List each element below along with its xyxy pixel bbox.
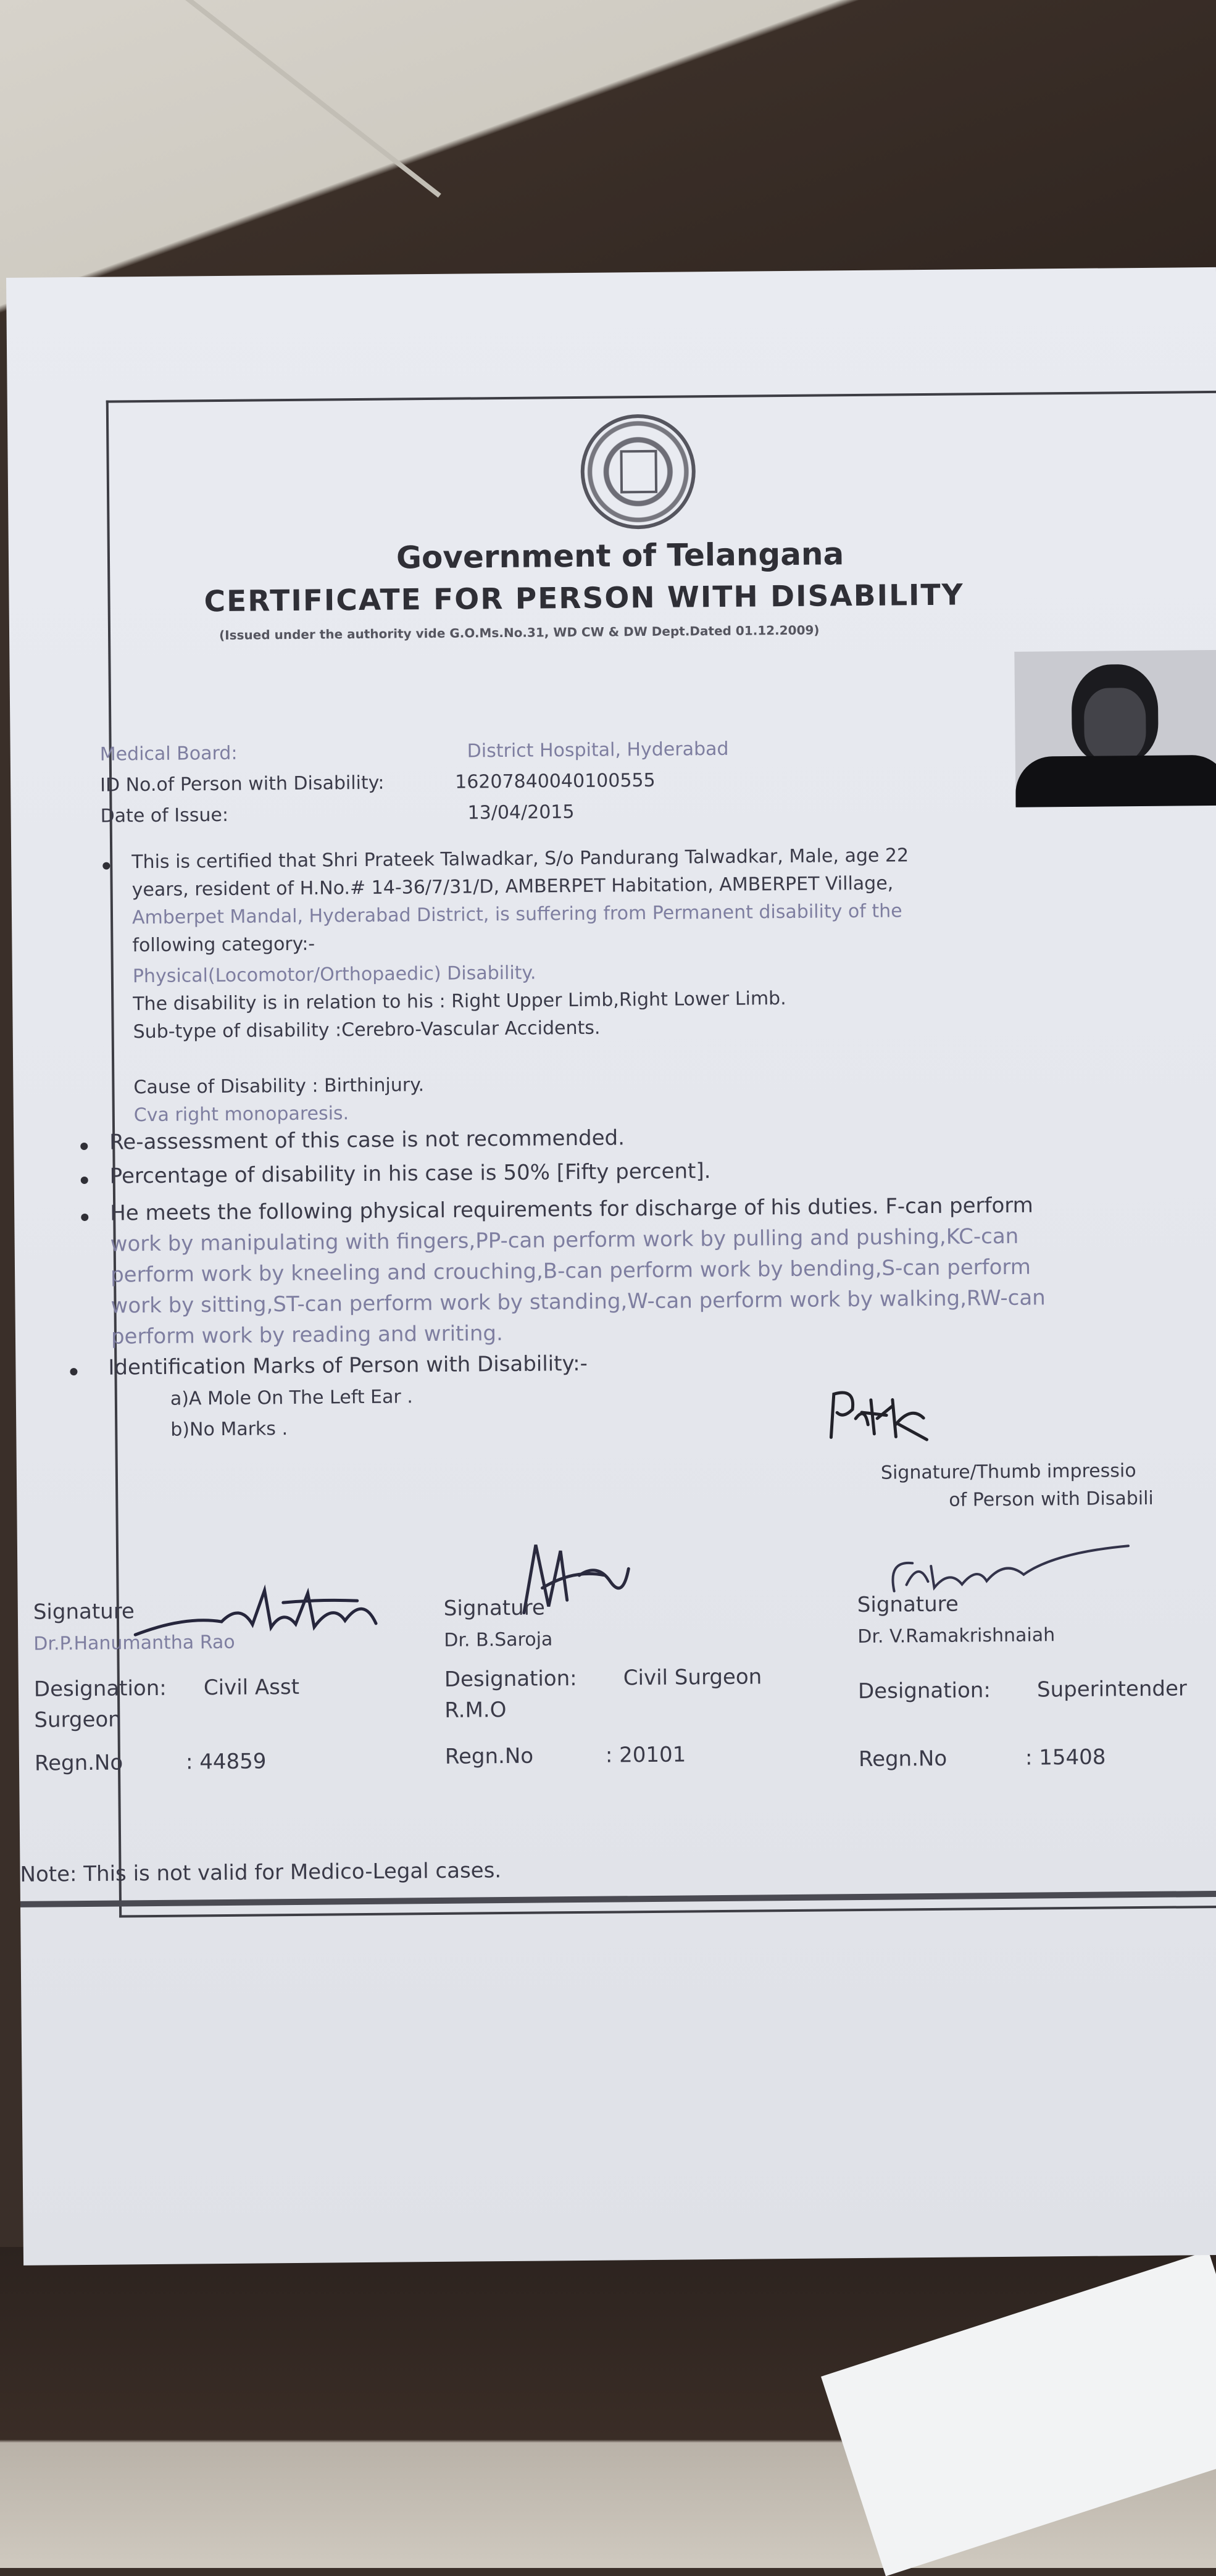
certification-line-2: years, resident of H.No.# 14-36/7/31/D, AMBERPET Habitation, AMBERPET Village, [131,872,894,901]
date-value: 13/04/2015 [467,801,575,824]
signatory-1-name: Dr.P.Hanumantha Rao [33,1631,235,1655]
signatory-3-regn: : 15408 [1025,1744,1106,1770]
identification-mark-a: a)A Mole On The Left Ear . [170,1386,413,1410]
certification-line-4: following category:- [132,933,315,957]
photo-shoulders [1015,755,1216,807]
bullet [81,1177,88,1184]
signatory-3-designation: Superintender [1036,1676,1188,1703]
signatory-2-name: Dr. B.Saroja [444,1628,553,1651]
government-emblem-icon [580,414,696,530]
requirements-line-4: work by sitting,ST-can perform work by standing,W-can perform work by walking,RW-can [110,1285,1046,1319]
signatory-2-regn-label: Regn.No [444,1743,534,1769]
requirements-line-3: perform work by kneeling and crouching,B-can perform work by bending,S-can perform [110,1254,1031,1288]
signatory-1-designation-2: Surgeon [34,1707,122,1733]
disability-category: Physical(Locomotor/Orthopaedic) Disability. [132,962,536,988]
requirements-line-2: work by manipulating with fingers,PP-can perform work by pulling and pushing,KC-can [110,1223,1019,1257]
medical-board-value: District Hospital, Hyderabad [467,738,729,762]
bullet [81,1214,88,1221]
signatory-1-regn: : 44859 [185,1749,267,1775]
signatory-3-designation-label: Designation: [857,1678,991,1704]
signatory-2-designation-label: Designation: [444,1666,577,1692]
medico-legal-note: Note: This is not valid for Medico-Legal cases. [20,1858,502,1887]
id-value: 16207840040100555 [455,769,656,793]
signatory-2-designation: Civil Surgeon [623,1664,762,1691]
signatory-2-designation-2: R.M.O [444,1698,507,1723]
requirements-line-1: He meets the following physical requirements for discharge of his duties. F-can perform [110,1193,1034,1226]
bullet [102,862,110,870]
person-photo [1014,650,1216,807]
emblem-inner-icon [620,450,657,494]
person-signature-label-2: of Person with Disabili [949,1487,1154,1511]
date-label: Date of Issue: [100,804,229,827]
identification-mark-b: b)No Marks . [170,1418,288,1441]
person-signature-scribble [818,1380,980,1449]
signatory-3-regn-label: Regn.No [858,1746,947,1772]
identification-marks-title: Identification Marks of Person with Disability:- [108,1351,588,1380]
certificate-sheet [6,267,1216,2265]
government-name: Government of Telangana [396,536,844,576]
disability-relation: The disability is in relation to his : Right Upper Limb,Right Lower Limb. [133,988,786,1015]
photo-face [1084,688,1146,762]
bullet [70,1368,77,1375]
signatory-3-signature-label: Signature [857,1591,959,1618]
disability-percentage: Percentage of disability in his case is 50% [Fifty percent]. [109,1159,711,1189]
floor-tile-line [185,0,441,198]
signatory-3-name: Dr. V.Ramakrishnaiah [857,1624,1056,1648]
signatory-1-regn-label: Regn.No [34,1750,123,1776]
issued-under-note: (Issued under the authority vide G.O.Ms.No.31, WD CW & DW Dept.Dated 01.12.2009) [219,622,820,643]
certification-line-3: Amberpet Mandal, Hyderabad District, is suffering from Permanent disability of the [131,900,902,929]
disability-subtype: Sub-type of disability :Cerebro-Vascular Accidents. [133,1017,601,1043]
requirements-line-5: perform work by reading and writing. [110,1321,503,1349]
signatory-2-signature-label: Signature [443,1595,546,1621]
disability-cause-detail: Cva right monoparesis. [133,1103,349,1127]
signatory-1-signature-label: Signature [33,1599,135,1625]
person-signature-label: Signature/Thumb impressio [880,1460,1136,1484]
certificate-title: CERTIFICATE FOR PERSON WITH DISABILITY [204,578,964,619]
id-label: ID No.of Person with Disability: [100,772,385,796]
certification-line-1: This is certified that Shri Prateek Talwadkar, S/o Pandurang Talwadkar, Male, age 22 [131,844,909,873]
signatory-1-designation: Civil Asst [203,1674,300,1701]
medical-board-label: Medical Board: [99,742,238,765]
reassessment-note: Re-assessment of this case is not recommended. [109,1125,625,1155]
signatory-1-designation-label: Designation: [33,1675,167,1702]
signatory-2-regn: : 20101 [605,1742,686,1768]
bullet [80,1143,88,1150]
disability-cause: Cause of Disability : Birthinjury. [133,1074,425,1099]
